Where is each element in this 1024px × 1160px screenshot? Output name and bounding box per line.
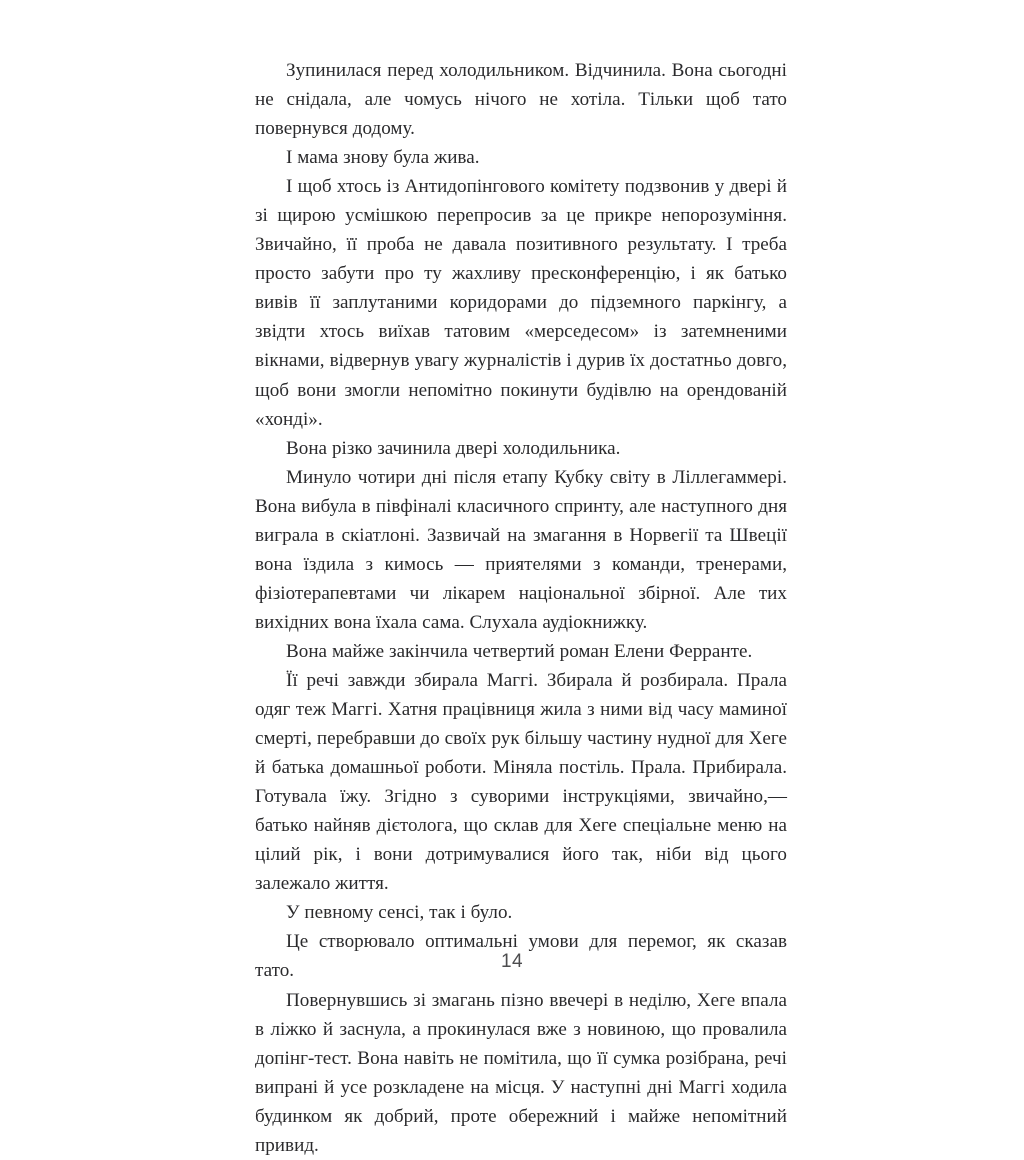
paragraph: Її речі завжди збирала Маггі. Збирала й розбирала. Прала одяг теж Маггі. Хатня працівниця жила з ними від часу маминої смерті, перебравши до своїх рук більшу частину нудної для Хеге й батька домашньої роботи. Міняла постіль. Прала. Прибирала. Готувала їжу. Згідно з суворими інструкціями, звичайно,— батько найняв дієтолога, що склав для Хеге спеціальне меню на цілий рік, і вони дотримувалися його так, ніби від цього залежало життя. xyxy=(255,669,787,895)
paragraph: Минуло чотири дні після етапу Кубку світу в Ліллегаммері. Вона вибула в півфіналі класичного спринту, але наступного дня виграла в скіатлоні. Зазвичай на змагання в Норвегії та Швеції вона їздила з кимось — приятелями з команди, тренерами, фізіотерапевтами чи лікарем національної збірної. Але тих вихідних вона їхала сама. Слухала аудіокнижку. xyxy=(255,466,787,633)
paragraph: І щоб хтось із Антидопінгового комітету подзвонив у двері й зі щирою усмішкою перепросив за це прикре непорозуміння. Звичайно, її проба не давала позитивного результату. І треба просто забути про ту жахливу пресконференцію, і як батько вивів її заплутаними коридорами до підземного паркінгу, а звідти хтось виїхав татовим «мерседесом» із затемненими вікнами, відвернув увагу журналістів і дурив їх достатньо довго, щоб вони змогли непомітно покинути будівлю на орендованій «хонді». xyxy=(255,176,787,430)
paragraph: Це створювало оптимальні умови для перемог, як сказав тато. xyxy=(255,931,787,982)
page-text-column xyxy=(255,56,787,1160)
paragraph: Вона майже закінчила четвертий роман Елени Ферранте. xyxy=(286,640,753,662)
paragraph: І мама знову була жива. xyxy=(286,147,480,169)
paragraph: Повернувшись зі змагань пізно ввечері в неділю, Хеге впала в ліжко й заснула, а прокинулася вже з новиною, що провалила допінг-тест. Вона навіть не помітила, що її сумка розібрана, речі випрані й усе розкладене на місця. У наступні дні Маггі ходила будинком як добрий, проте обережний і майже непомітний привид. xyxy=(255,989,787,1156)
paragraph: Вона різко зачинила двері холодильника. xyxy=(286,437,621,459)
paragraph: У певному сенсі, так і було. xyxy=(286,902,513,924)
page-number: 14 xyxy=(501,951,523,972)
paragraph: Зупинилася перед холодильником. Відчинила. Вона сьогодні не снідала, але чомусь нічого не хотіла. Тільки щоб тато повернувся додому. xyxy=(255,60,787,140)
